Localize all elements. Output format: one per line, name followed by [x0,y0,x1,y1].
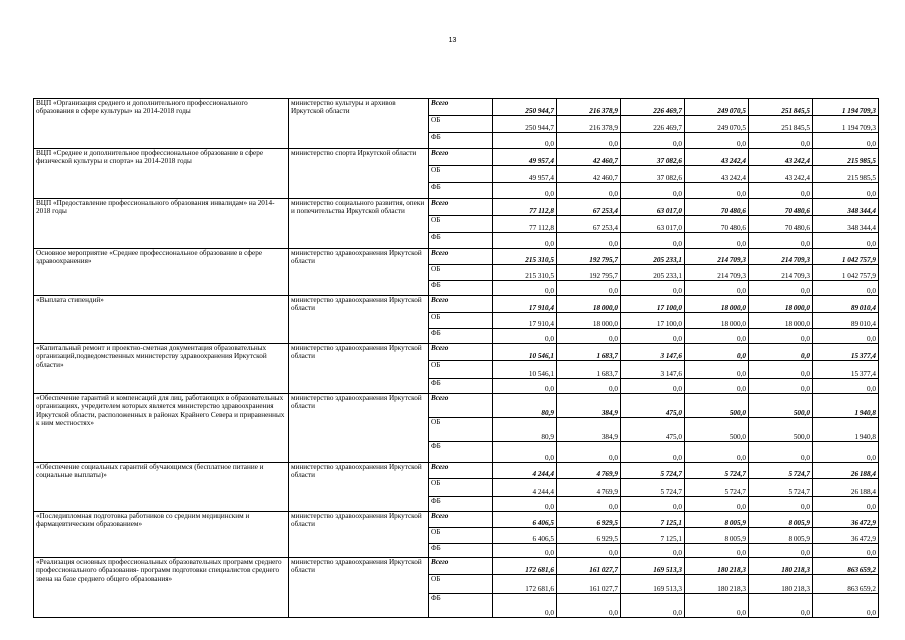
amount-cell: 180 218,3 [749,575,813,594]
funding-source: ОБ [429,265,493,281]
table-row [34,149,879,166]
amount-cell: 216 378,9 [557,116,621,133]
executor-name: министерство спорта Иркутской области [289,149,429,199]
amount-cell: 384,9 [557,418,621,442]
amount-cell: 4 769,9 [557,463,621,479]
funding-source: ФБ [429,594,493,618]
amount-cell: 0,0 [749,344,813,361]
amount-cell: 192 795,7 [557,249,621,265]
amount-cell: 43 242,4 [685,166,749,183]
amount-total-cell: 1 194 709,3 [813,116,879,133]
page-number: 13 [448,37,457,44]
program-name: Основное мероприятие «Среднее профессиональное образование в сфере здравоохранения» [34,249,289,296]
amount-cell: 5 724,7 [621,479,685,497]
amount-cell: 1 683,7 [557,344,621,361]
amount-cell: 80,9 [493,418,557,442]
amount-cell: 0,0 [557,544,621,558]
amount-cell: 500,0 [749,418,813,442]
amount-cell: 0,0 [493,281,557,296]
amount-total-cell: 1 194 709,3 [813,99,879,116]
funding-source: ОБ [429,116,493,133]
amount-cell: 4 769,9 [557,479,621,497]
amount-cell: 67 253,4 [557,216,621,233]
executor-name: министерство здравоохранения Иркутской области [289,463,429,512]
amount-cell: 5 724,7 [685,479,749,497]
amount-cell: 8 005,9 [685,528,749,544]
amount-cell: 226 469,7 [621,116,685,133]
amount-cell: 0,0 [749,442,813,463]
funding-source: ФБ [429,133,493,149]
amount-cell: 0,0 [749,544,813,558]
amount-cell: 0,0 [685,344,749,361]
program-name: «Последипломная подготовка работников со средним медицинским и фармацевтическим образованием» [34,512,289,558]
funding-source: ФБ [429,544,493,558]
amount-cell: 77 112,8 [493,199,557,216]
funding-source: Всего [429,394,493,418]
amount-cell: 250 944,7 [493,99,557,116]
amount-total-cell: 1 940,8 [813,394,879,418]
amount-cell: 172 681,6 [493,558,557,575]
amount-cell: 205 233,1 [621,249,685,265]
amount-cell: 0,0 [749,594,813,618]
amount-cell: 8 005,9 [685,512,749,528]
program-name: «Капитальный ремонт и проектно-сметная документация образовательных организаций,подведомственных министерству здравоохранения Иркутской области» [34,344,289,394]
amount-cell: 5 724,7 [685,463,749,479]
amount-cell: 77 112,8 [493,216,557,233]
amount-cell: 70 480,6 [749,199,813,216]
amount-cell: 0,0 [493,594,557,618]
amount-cell: 0,0 [621,281,685,296]
amount-cell: 5 724,7 [749,479,813,497]
executor-name: министерство здравоохранения Иркутской области [289,296,429,344]
funding-source: ОБ [429,216,493,233]
amount-cell: 180 218,3 [685,558,749,575]
amount-cell: 49 957,4 [493,166,557,183]
amount-cell: 1 683,7 [557,361,621,379]
executor-name: министерство культуры и архивов Иркутской области [289,99,429,149]
amount-cell: 0,0 [749,497,813,512]
amount-cell: 169 513,3 [621,575,685,594]
amount-total-cell: 89 010,4 [813,296,879,313]
amount-cell: 0,0 [621,233,685,249]
amount-cell: 0,0 [621,133,685,149]
amount-cell: 0,0 [621,544,685,558]
amount-cell: 0,0 [557,594,621,618]
amount-cell: 17 100,0 [621,296,685,313]
amount-cell: 0,0 [493,329,557,344]
table-row [34,249,879,265]
program-name: «Выплата стипендий» [34,296,289,344]
amount-cell: 43 242,4 [685,149,749,166]
amount-cell: 5 724,7 [621,463,685,479]
funding-source: ОБ [429,361,493,379]
amount-cell: 0,0 [621,442,685,463]
funding-source: Всего [429,199,493,216]
amount-cell: 0,0 [557,379,621,394]
amount-cell: 0,0 [621,329,685,344]
amount-cell: 0,0 [749,361,813,379]
table-row [34,512,879,528]
amount-cell: 0,0 [685,594,749,618]
amount-cell: 70 480,6 [749,216,813,233]
amount-cell: 0,0 [493,379,557,394]
amount-cell: 43 242,4 [749,166,813,183]
program-name: «Обеспечение социальных гарантий обучающимся (бесплатное питание и социальные выплаты)» [34,463,289,512]
amount-cell: 251 845,5 [749,99,813,116]
amount-cell: 80,9 [493,394,557,418]
amount-cell: 180 218,3 [685,575,749,594]
table-row [34,463,879,479]
program-name: ВЦП «Среднее и дополнительное профессиональное образование в сфере физической культуры и спорта» на 2014-2018 годы [34,149,289,199]
table-row [34,394,879,418]
funding-source: Всего [429,249,493,265]
funding-source: ФБ [429,329,493,344]
funding-source: Всего [429,99,493,116]
executor-name: министерство здравоохранения Иркутской области [289,344,429,394]
amount-cell: 0,0 [685,544,749,558]
executor-name: министерство здравоохранения Иркутской области [289,249,429,296]
amount-cell: 0,0 [621,183,685,199]
amount-cell: 3 147,6 [621,344,685,361]
amount-total-cell: 0,0 [813,281,879,296]
amount-cell: 0,0 [749,379,813,394]
funding-source: Всего [429,512,493,528]
amount-cell: 0,0 [749,329,813,344]
amount-cell: 0,0 [685,379,749,394]
amount-cell: 0,0 [749,233,813,249]
amount-total-cell: 15 377,4 [813,344,879,361]
amount-cell: 18 000,0 [557,296,621,313]
amount-cell: 0,0 [493,183,557,199]
amount-cell: 17 910,4 [493,313,557,329]
amount-cell: 500,0 [685,394,749,418]
funding-source: ФБ [429,183,493,199]
table-row [34,99,879,116]
amount-cell: 6 929,5 [557,528,621,544]
amount-cell: 7 125,1 [621,512,685,528]
amount-cell: 214 709,3 [685,249,749,265]
amount-cell: 4 244,4 [493,463,557,479]
amount-cell: 6 406,5 [493,528,557,544]
funding-source: ОБ [429,418,493,442]
table-row [34,296,879,313]
executor-name: министерство здравоохранения Иркутской области [289,512,429,558]
amount-cell: 0,0 [493,442,557,463]
amount-cell: 0,0 [493,233,557,249]
amount-cell: 0,0 [621,379,685,394]
funding-source: ФБ [429,281,493,296]
executor-name: министерство социального развития, опеки и попечительства Иркутской области [289,199,429,249]
amount-cell: 180 218,3 [749,558,813,575]
amount-total-cell: 348 344,4 [813,199,879,216]
amount-cell: 37 082,6 [621,149,685,166]
amount-cell: 18 000,0 [557,313,621,329]
funding-source: ФБ [429,442,493,463]
amount-cell: 70 480,6 [685,216,749,233]
amount-cell: 172 681,6 [493,575,557,594]
amount-cell: 249 070,5 [685,99,749,116]
amount-cell: 63 017,0 [621,199,685,216]
amount-cell: 226 469,7 [621,99,685,116]
amount-cell: 384,9 [557,394,621,418]
amount-cell: 10 546,1 [493,344,557,361]
amount-cell: 475,0 [621,394,685,418]
amount-total-cell: 36 472,9 [813,512,879,528]
amount-cell: 18 000,0 [685,313,749,329]
amount-cell: 0,0 [685,183,749,199]
amount-cell: 251 845,5 [749,116,813,133]
amount-total-cell: 863 659,2 [813,575,879,594]
amount-cell: 0,0 [621,497,685,512]
amount-cell: 0,0 [749,183,813,199]
funding-source: ОБ [429,575,493,594]
amount-total-cell: 0,0 [813,379,879,394]
amount-cell: 0,0 [557,329,621,344]
funding-source: Всего [429,344,493,361]
funding-source: Всего [429,558,493,575]
amount-cell: 8 005,9 [749,512,813,528]
amount-cell: 250 944,7 [493,116,557,133]
amount-cell: 0,0 [685,133,749,149]
amount-cell: 169 513,3 [621,558,685,575]
amount-cell: 0,0 [557,442,621,463]
amount-cell: 63 017,0 [621,216,685,233]
amount-cell: 10 546,1 [493,361,557,379]
amount-total-cell: 26 188,4 [813,463,879,479]
table-row [34,199,879,216]
amount-cell: 0,0 [685,329,749,344]
amount-cell: 17 100,0 [621,313,685,329]
amount-cell: 0,0 [557,233,621,249]
amount-cell: 0,0 [493,544,557,558]
amount-total-cell: 0,0 [813,183,879,199]
amount-cell: 0,0 [749,133,813,149]
program-name: ВЦП «Организация среднего и дополнительного профессионального образования в сфере культуры» на 2014-2018 годы [34,99,289,149]
funding-source: Всего [429,296,493,313]
amount-total-cell: 863 659,2 [813,558,879,575]
amount-cell: 214 709,3 [685,265,749,281]
amount-cell: 0,0 [557,133,621,149]
amount-cell: 0,0 [685,442,749,463]
funding-source: ОБ [429,479,493,497]
amount-cell: 0,0 [685,497,749,512]
funding-source: ФБ [429,497,493,512]
executor-name: министерство здравоохранения Иркутской области [289,558,429,618]
amount-cell: 18 000,0 [685,296,749,313]
amount-total-cell: 0,0 [813,442,879,463]
amount-cell: 42 460,7 [557,149,621,166]
amount-cell: 7 125,1 [621,528,685,544]
funding-source: ФБ [429,233,493,249]
amount-cell: 43 242,4 [749,149,813,166]
amount-cell: 214 709,3 [749,265,813,281]
amount-total-cell: 1 940,8 [813,418,879,442]
amount-total-cell: 26 188,4 [813,479,879,497]
amount-cell: 216 378,9 [557,99,621,116]
amount-cell: 0,0 [557,183,621,199]
amount-cell: 215 310,5 [493,265,557,281]
program-name: «Реализация основных профессиональных образовательных программ среднего профессионального образования- программ подготовки специалистов среднего звена на базе среднего общего образования» [34,558,289,618]
amount-cell: 205 233,1 [621,265,685,281]
budget-table-body [34,99,879,618]
amount-total-cell: 348 344,4 [813,216,879,233]
table-row [34,558,879,575]
amount-total-cell: 0,0 [813,133,879,149]
amount-cell: 37 082,6 [621,166,685,183]
amount-cell: 67 253,4 [557,199,621,216]
amount-cell: 8 005,9 [749,528,813,544]
amount-cell: 42 460,7 [557,166,621,183]
amount-cell: 4 244,4 [493,479,557,497]
amount-cell: 161 027,7 [557,575,621,594]
amount-total-cell: 215 985,5 [813,166,879,183]
amount-cell: 475,0 [621,418,685,442]
amount-cell: 0,0 [557,281,621,296]
program-name: ВЦП «Предоставление профессионального образования инвалидам» на 2014-2018 годы [34,199,289,249]
executor-name: министерство здравоохранения Иркутской области [289,394,429,463]
amount-cell: 18 000,0 [749,313,813,329]
amount-cell: 6 929,5 [557,512,621,528]
amount-cell: 161 027,7 [557,558,621,575]
amount-total-cell: 215 985,5 [813,149,879,166]
amount-cell: 3 147,6 [621,361,685,379]
amount-total-cell: 15 377,4 [813,361,879,379]
amount-total-cell: 36 472,9 [813,528,879,544]
amount-total-cell: 0,0 [813,594,879,618]
amount-total-cell: 1 042 757,9 [813,265,879,281]
amount-total-cell: 89 010,4 [813,313,879,329]
amount-cell: 215 310,5 [493,249,557,265]
amount-total-cell: 0,0 [813,497,879,512]
amount-total-cell: 0,0 [813,233,879,249]
amount-cell: 0,0 [685,233,749,249]
amount-total-cell: 1 042 757,9 [813,249,879,265]
amount-cell: 214 709,3 [749,249,813,265]
amount-cell: 18 000,0 [749,296,813,313]
amount-cell: 0,0 [493,497,557,512]
amount-cell: 249 070,5 [685,116,749,133]
program-name: «Обеспечение гарантий и компенсаций для лиц, работающих в образовательных организациях, учредителем которых является министерство здравоохранения Иркутской области, расположенных в районах Крайнего Севера и приравненных к ним местностях» [34,394,289,463]
amount-cell: 192 795,7 [557,265,621,281]
budget-table [33,98,879,618]
amount-cell: 70 480,6 [685,199,749,216]
funding-source: ФБ [429,379,493,394]
amount-cell: 0,0 [685,281,749,296]
amount-cell: 0,0 [621,594,685,618]
amount-cell: 17 910,4 [493,296,557,313]
amount-total-cell: 0,0 [813,544,879,558]
amount-cell: 49 957,4 [493,149,557,166]
amount-cell: 6 406,5 [493,512,557,528]
funding-source: ОБ [429,166,493,183]
funding-source: Всего [429,149,493,166]
amount-cell: 0,0 [749,281,813,296]
amount-cell: 0,0 [493,133,557,149]
funding-source: ОБ [429,528,493,544]
amount-cell: 0,0 [685,361,749,379]
amount-total-cell: 0,0 [813,329,879,344]
funding-source: Всего [429,463,493,479]
amount-cell: 500,0 [685,418,749,442]
amount-cell: 5 724,7 [749,463,813,479]
table-row [34,344,879,361]
amount-cell: 0,0 [557,497,621,512]
funding-source: ОБ [429,313,493,329]
amount-cell: 500,0 [749,394,813,418]
